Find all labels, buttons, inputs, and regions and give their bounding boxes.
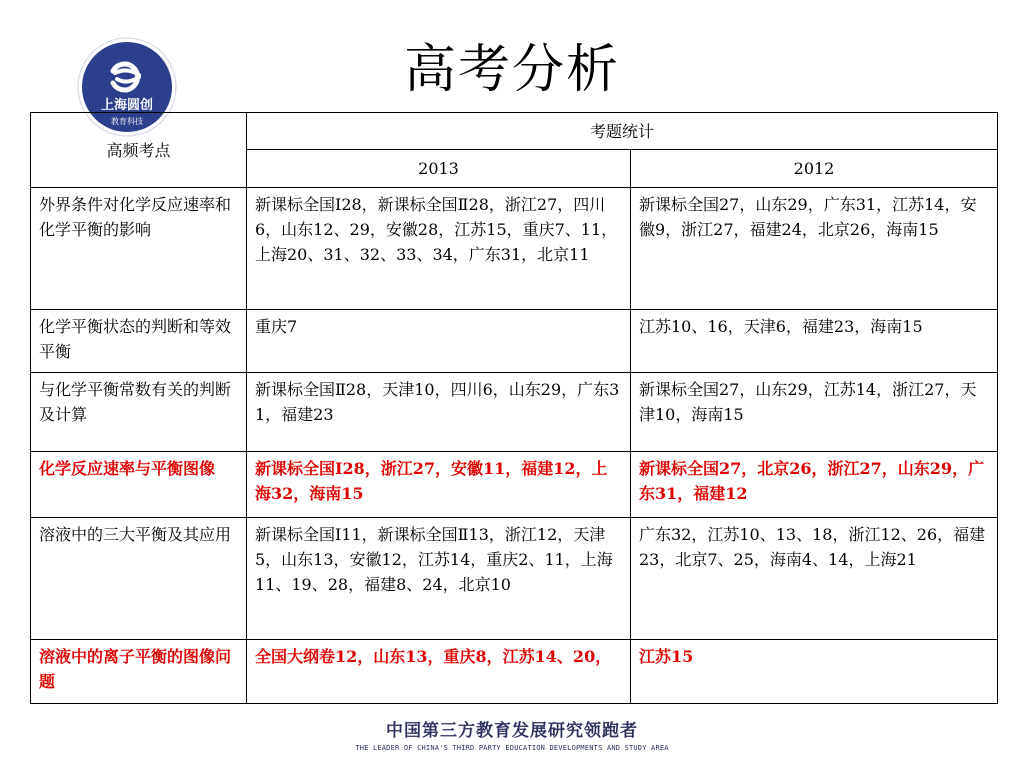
table-row xyxy=(31,188,998,310)
table-row xyxy=(31,518,998,640)
stats-2013-cell: 新课标全国Ⅱ28，天津10，四川6，山东29，广东31，福建23 xyxy=(247,373,631,452)
stats-2012-cell: 新课标全国27，北京26，浙江27，山东29，广东31，福建12 xyxy=(631,452,998,518)
header-year-2012: 2012 xyxy=(631,150,998,188)
stats-2013-cell: 新课标全国Ⅰ11，新课标全国Ⅱ13，浙江12，天津5，山东13，安徽12，江苏14，重庆2、11，上海11、19、28，福建8、24，北京10 xyxy=(247,518,631,640)
stats-2013-cell: 新课标全国Ⅰ28，新课标全国Ⅱ28，浙江27，四川6，山东12、29，安徽28，江苏15，重庆7、11，上海20、31、32、33、34，广东31，北京11 xyxy=(247,188,631,310)
stats-2012-cell: 广东32，江苏10、13、18，浙江12、26，福建23，北京7、25，海南4、14，上海21 xyxy=(631,518,998,640)
header-year-2013: 2013 xyxy=(247,150,631,188)
topic-cell: 化学反应速率与平衡图像 xyxy=(31,452,247,518)
table-row-highlighted xyxy=(31,640,998,704)
footer-slogan-en: THE LEADER OF CHINA'S THIRD PARTY EDUCATION DEVELOPMENTS AND STUDY AREA xyxy=(355,744,669,752)
table-row xyxy=(31,310,998,373)
topic-cell: 外界条件对化学反应速率和化学平衡的影响 xyxy=(31,188,247,310)
stats-2012-cell: 新课标全国27，山东29，江苏14，浙江27，天津10，海南15 xyxy=(631,373,998,452)
header-topic-cell: 高频考点 xyxy=(31,113,247,188)
page-title: 高考分析 xyxy=(403,40,620,100)
topic-cell: 溶液中的三大平衡及其应用 xyxy=(31,518,247,640)
stats-2012-cell: 江苏10、16，天津6，福建23，海南15 xyxy=(631,310,998,373)
topic-cell: 与化学平衡常数有关的判断及计算 xyxy=(31,373,247,452)
table-row xyxy=(31,373,998,452)
exam-stats-table xyxy=(30,112,998,704)
stats-2013-cell: 全国大纲卷12，山东13，重庆8，江苏14、20， xyxy=(247,640,631,704)
stats-2013-cell: 重庆7 xyxy=(247,310,631,373)
footer xyxy=(0,720,1024,754)
footer-slogan-cn: 中国第三方教育发展研究领跑者 xyxy=(386,721,638,741)
stats-2013-cell: 新课标全国Ⅰ28，浙江27，安徽11，福建12，上海32，海南15 xyxy=(247,452,631,518)
header-stats-cell: 考题统计 xyxy=(247,113,998,150)
stats-2012-cell: 江苏15 xyxy=(631,640,998,704)
logo-name-line2: 教育科技 xyxy=(111,117,143,126)
topic-cell: 化学平衡状态的判断和等效平衡 xyxy=(31,310,247,373)
stats-2012-cell: 新课标全国27，山东29，广东31，江苏14，安徽9，浙江27，福建24，北京26，海南15 xyxy=(631,188,998,310)
topic-cell: 溶液中的离子平衡的图像问题 xyxy=(31,640,247,704)
logo-name-line1: 上海圆创 xyxy=(100,98,154,113)
header-row xyxy=(31,113,998,150)
table-row-highlighted xyxy=(31,452,998,518)
